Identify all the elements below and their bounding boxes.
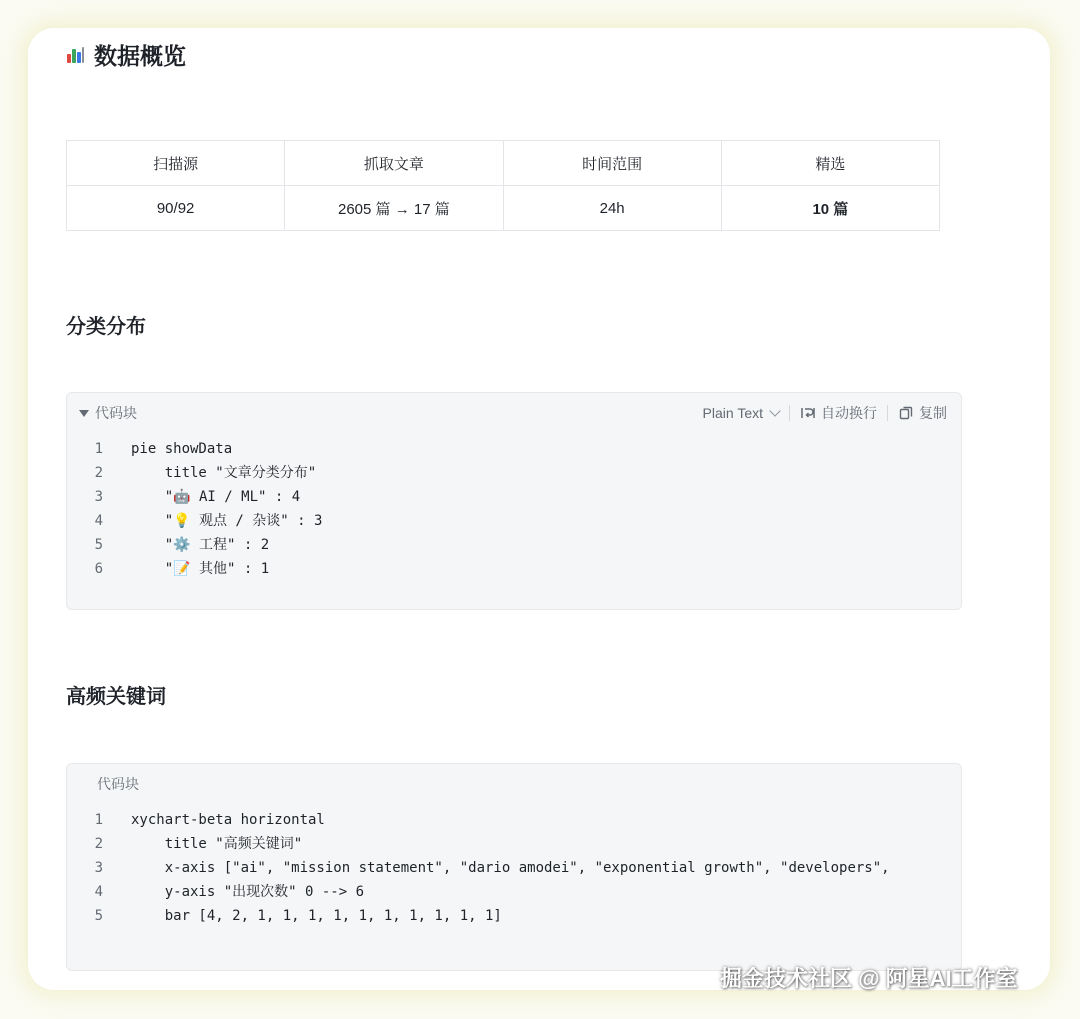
chevron-down-icon (769, 405, 780, 416)
watermark: 掘金技术社区 @ 阿星AI工作室 (720, 966, 1018, 991)
line-content: bar [4, 2, 1, 1, 1, 1, 1, 1, 1, 1, 1, 1] (131, 908, 502, 924)
line-number: 6 (94, 561, 103, 577)
language-label: Plain Text (702, 405, 763, 421)
code-block-toolbar (703, 403, 947, 423)
overview-heading (66, 38, 186, 71)
code-line (67, 904, 961, 928)
line-content: "⚙️ 工程" : 2 (131, 537, 270, 553)
table-row (67, 186, 940, 231)
table-cell: 24h (503, 186, 721, 231)
line-content: "📝 其他" : 1 (131, 561, 270, 577)
code-body[interactable] (67, 433, 961, 581)
category-heading: 分类分布 (66, 316, 146, 338)
code-line (67, 557, 961, 581)
line-content: y-axis "出现次数" 0 --> 6 (131, 884, 365, 900)
line-number: 4 (94, 884, 103, 900)
code-body[interactable] (67, 804, 961, 928)
code-block-header (67, 393, 961, 433)
line-number: 5 (94, 537, 103, 553)
table-cell: 2605 篇 → 17 篇 (285, 186, 503, 231)
category-code-block (66, 392, 962, 610)
table-cell: 90/92 (67, 186, 285, 231)
overview-title: 数据概览 (94, 43, 186, 69)
code-block-label: 代码块 (97, 776, 139, 792)
code-line (67, 533, 961, 557)
table-header-cell: 时间范围 (503, 141, 721, 186)
copy-button[interactable] (898, 403, 947, 423)
line-content: title "高频关键词" (131, 836, 303, 852)
divider (887, 405, 888, 421)
document-card (28, 28, 1050, 990)
table-cell: 10 篇 (721, 186, 939, 231)
keywords-code-block (66, 763, 962, 971)
copy-label: 复制 (919, 405, 947, 421)
line-number: 4 (94, 513, 103, 529)
wrap-toggle-button[interactable] (800, 403, 877, 423)
line-content: "🤖 AI / ML" : 4 (131, 489, 301, 505)
line-content: xychart-beta horizontal (131, 812, 325, 828)
line-number: 1 (94, 441, 103, 457)
line-content: x-axis ["ai", "mission statement", "dario amodei", "exponential growth", "developers", (131, 860, 890, 876)
line-number: 3 (94, 860, 103, 876)
table-header-cell: 精选 (721, 141, 939, 186)
line-number: 2 (94, 465, 103, 481)
table-header-cell: 抓取文章 (285, 141, 503, 186)
code-line (67, 808, 961, 832)
wrap-icon (800, 405, 816, 421)
code-line (67, 880, 961, 904)
collapse-toggle[interactable] (79, 403, 137, 423)
copy-icon (898, 405, 914, 421)
code-line (67, 485, 961, 509)
keywords-heading: 高频关键词 (66, 686, 166, 708)
table-header-row (67, 141, 940, 186)
line-number: 2 (94, 836, 103, 852)
line-number: 3 (94, 489, 103, 505)
code-block-header (67, 764, 961, 804)
line-content: pie showData (131, 441, 233, 457)
table-header-cell: 扫描源 (67, 141, 285, 186)
line-number: 1 (94, 812, 103, 828)
code-line (67, 461, 961, 485)
overview-table (66, 140, 940, 231)
line-content: title "文章分类分布" (131, 465, 317, 481)
code-block-label: 代码块 (95, 405, 137, 421)
caret-down-icon (79, 410, 89, 417)
line-content: "💡 观点 / 杂谈" : 3 (131, 513, 323, 529)
code-line (67, 856, 961, 880)
code-line (67, 832, 961, 856)
wrap-label: 自动换行 (821, 405, 877, 421)
code-line (67, 437, 961, 461)
code-line (67, 509, 961, 533)
language-select[interactable] (703, 405, 779, 421)
line-number: 5 (94, 908, 103, 924)
bar-chart-icon (66, 45, 86, 65)
divider (789, 405, 790, 421)
